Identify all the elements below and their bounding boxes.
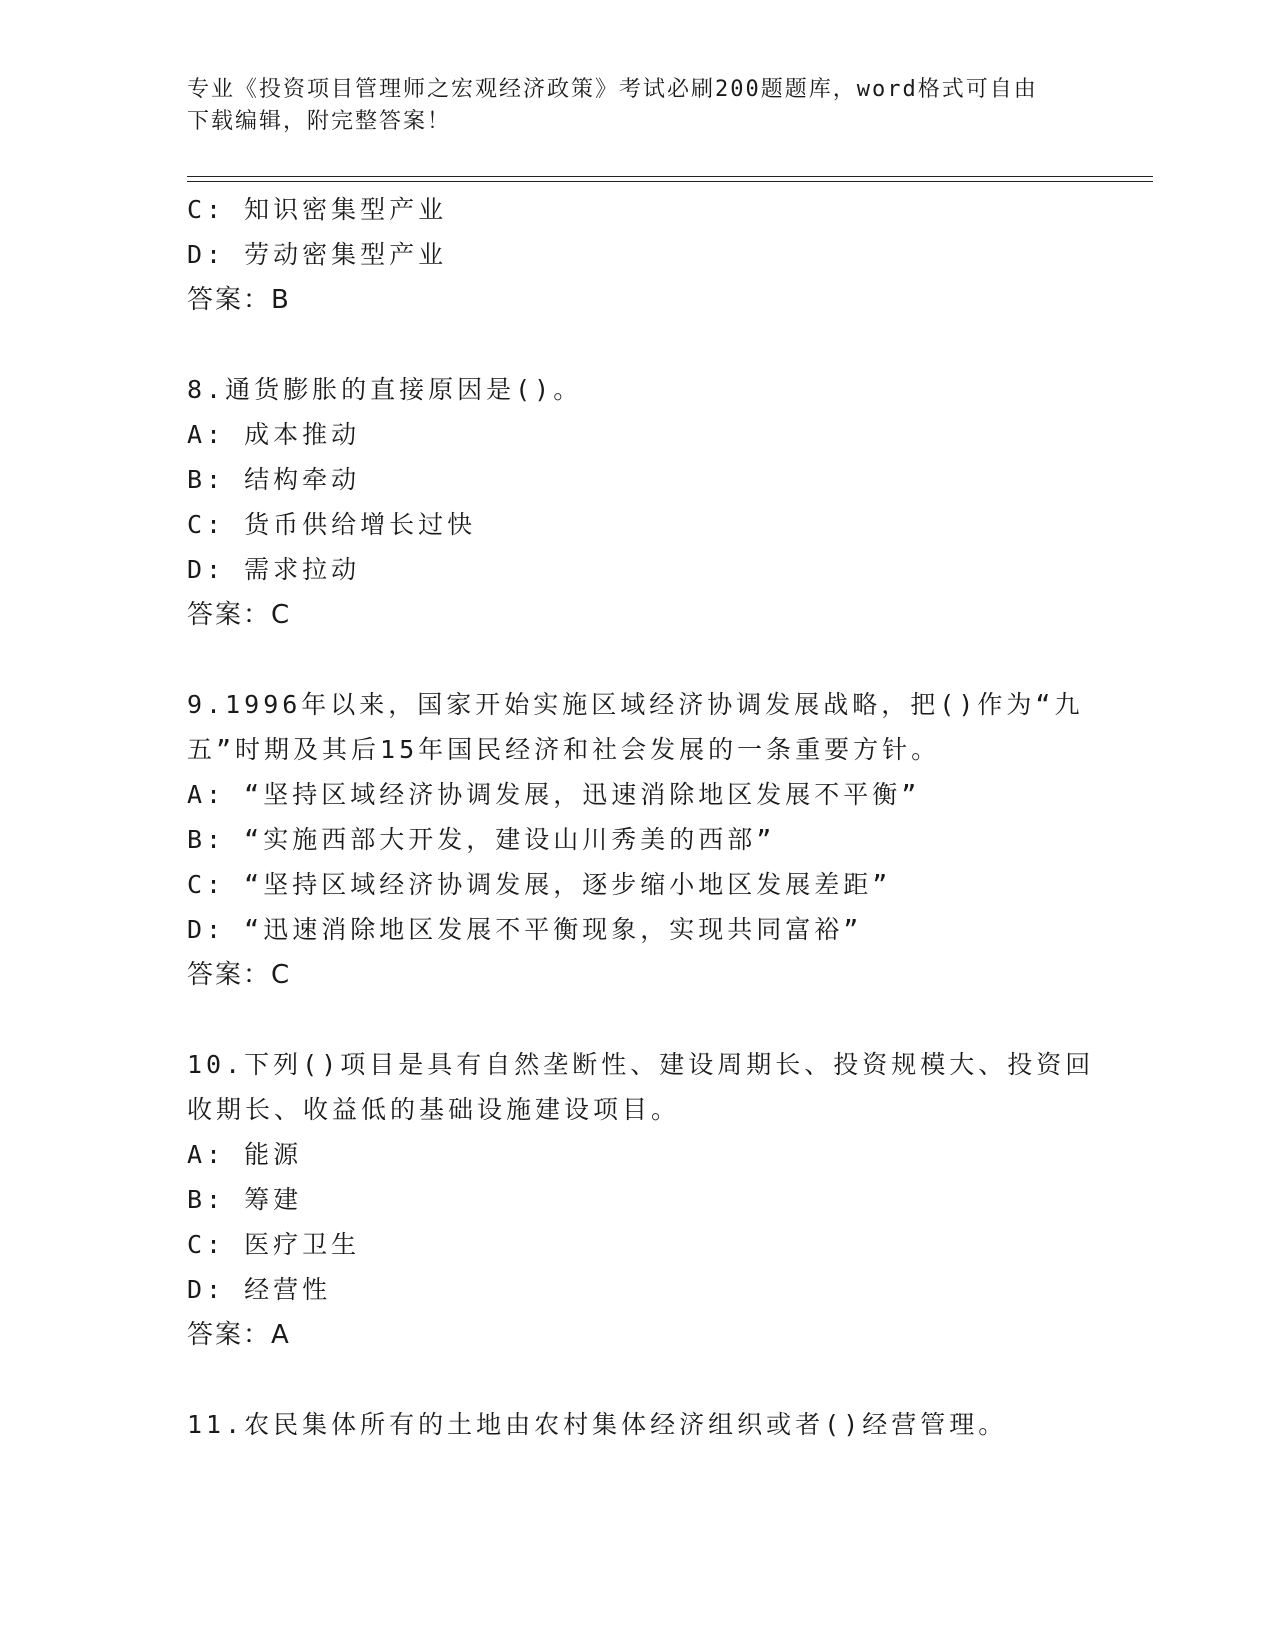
q10-stem-line-1: 10.下列()项目是具有自然垄断性、建设周期长、投资规模大、投资回: [187, 1050, 1095, 1079]
q8-stem: 8.通货膨胀的直接原因是()。: [187, 375, 583, 404]
q10-answer: 答案：A: [187, 1320, 291, 1350]
q9-answer: 答案：C: [187, 960, 292, 990]
q8-answer: 答案：C: [187, 600, 292, 630]
q9-option-d: D: “迅速消除地区发展不平衡现象，实现共同富裕”: [187, 915, 863, 944]
q10-option-c: C: 医疗卫生: [187, 1230, 361, 1259]
header-line-1: 专业《投资项目管理师之宏观经济政策》考试必刷200题题库，word格式可自由: [187, 77, 1038, 102]
document-header: [187, 74, 1087, 138]
q10-option-b: B: 筹建: [187, 1185, 303, 1214]
q7-option-d: D: 劳动密集型产业: [187, 240, 448, 269]
q9-stem-line-1: 9.1996年以来，国家开始实施区域经济协调发展战略，把()作为“九: [187, 690, 1084, 719]
header-rule-bottom: [187, 181, 1153, 182]
q8-option-d: D: 需求拉动: [187, 555, 361, 584]
q10-option-a: A: 能源: [187, 1140, 303, 1169]
q9-option-c: C: “坚持区域经济协调发展，逐步缩小地区发展差距”: [187, 870, 892, 899]
q9-stem-line-2: 五”时期及其后15年国民经济和社会发展的一条重要方针。: [187, 735, 941, 764]
q9-option-a: A: “坚持区域经济协调发展，迅速消除地区发展不平衡”: [187, 780, 921, 809]
q8-option-c: C: 货币供给增长过快: [187, 510, 477, 539]
q7-answer: 答案：B: [187, 285, 291, 315]
q10-stem-line-2: 收期长、收益低的基础设施建设项目。: [187, 1095, 681, 1124]
q7-option-c: C: 知识密集型产业: [187, 195, 448, 224]
q10-option-d: D: 经营性: [187, 1275, 332, 1304]
q8-option-b: B: 结构牵动: [187, 465, 361, 494]
header-line-2: 下载编辑，附完整答案！: [187, 109, 452, 134]
q8-option-a: A: 成本推动: [187, 420, 361, 449]
q11-stem: 11.农民集体所有的土地由农村集体经济组织或者()经营管理。: [187, 1410, 1008, 1439]
header-rule-top: [187, 176, 1153, 177]
q9-option-b: B: “实施西部大开发，建设山川秀美的西部”: [187, 825, 776, 854]
